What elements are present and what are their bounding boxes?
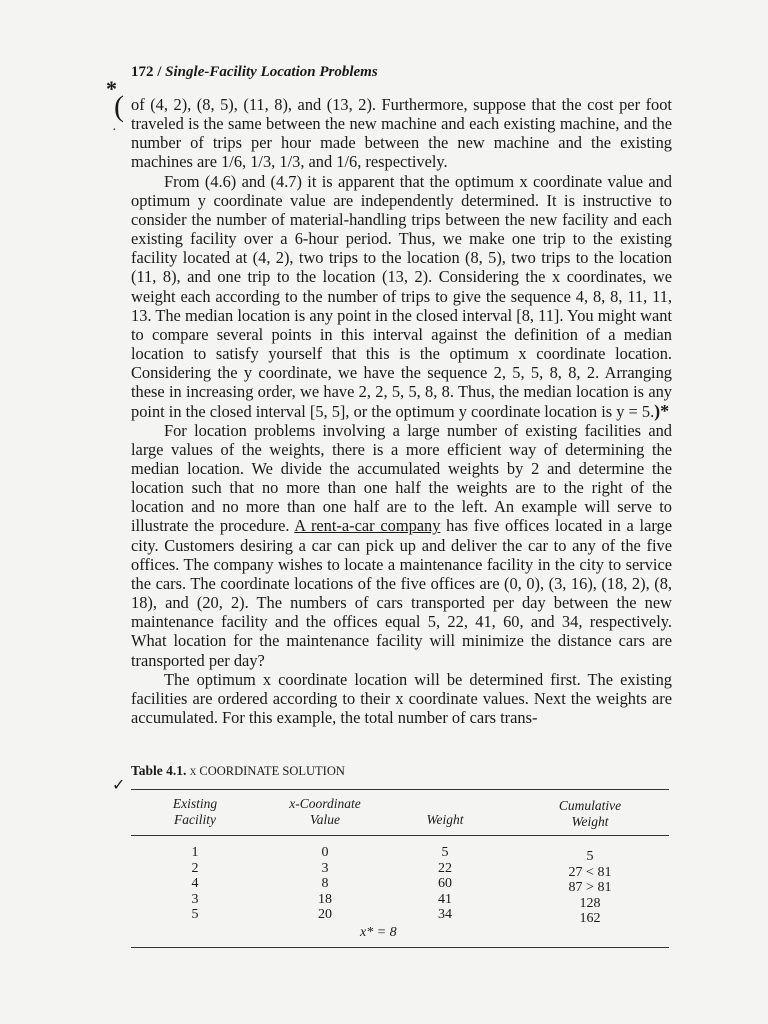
cell-facility: 1 bbox=[191, 845, 199, 860]
header-line: Value bbox=[310, 812, 340, 827]
paragraph-2 bbox=[131, 172, 672, 421]
paragraph-2-text: From (4.6) and (4.7) it is apparent that the optimum x coordinate value and optimum y coordinate value are independently determined. It is instructive to consider the number of material-handling trips between the new facility and each existing facility over a 6-hour period. Thus, we make one trip to the existing facility located at (4, 2), two trips to the location (8, 5), two trips to the location (11, 8), and one trip to the location (13, 2). Considering the x coordinates, we weight each according to the number of trips to give the sequence 4, 8, 8, 11, 11, 13. The median location is any point in the closed interval [8, 11]. You might want to compare several points in this interval against the definition of a median location to satisfy yourself that this is the optimum x coordinate location. Considering the y coordinate, we have the sequence 2, 5, 5, 8, 8, 2. Arranging these in increasing order, we have 2, 2, 5, 5, 8, 8. Thus, the median location is any point in the closed interval [5, 5], or the optimum y coordinate location is y = 5. bbox=[131, 171, 672, 421]
cell-x-value: 3 bbox=[321, 860, 329, 876]
paragraph-3-text: For location problems involving a large number of existing facilities and large values of the weights, there is a more efficient way of determining the median location. We divide the accumulated weights by 2 and determine the location such that no more than one half the weights are to the right of the location and no more than one half are to the left. An example will serve to illustrate the procedure. bbox=[131, 420, 672, 536]
handwritten-inline-star-mark: )* bbox=[654, 400, 670, 421]
underlined-phrase: A rent-a-car company bbox=[294, 516, 441, 536]
table-caption bbox=[131, 763, 345, 779]
cell-x-value: 18 bbox=[318, 891, 332, 907]
running-header bbox=[131, 64, 378, 81]
cell-weight: 5 bbox=[441, 845, 449, 860]
running-title: Single-Facility Location Problems bbox=[165, 64, 378, 80]
cell-x-value: 0 bbox=[321, 845, 329, 860]
cell-cumulative-weight: 27 < 81 bbox=[568, 864, 612, 880]
header-weight: Weight bbox=[426, 812, 464, 827]
cell-cumulative-weight: 162 bbox=[579, 911, 601, 926]
table-top-rule bbox=[131, 789, 669, 790]
header-line: Facility bbox=[174, 812, 216, 827]
handwritten-star-mark: * bbox=[106, 76, 117, 101]
cell-weight: 41 bbox=[438, 891, 452, 907]
cell-cumulative-weight: 128 bbox=[579, 895, 601, 911]
cell-facility: 3 bbox=[191, 891, 199, 907]
cell-facility: 5 bbox=[191, 907, 199, 922]
header-existing-facility bbox=[150, 796, 240, 828]
table-bottom-rule bbox=[131, 947, 669, 948]
cell-x-value: 8 bbox=[321, 876, 329, 891]
cell-facility: 2 bbox=[191, 860, 199, 876]
header-line: Cumulative bbox=[558, 798, 622, 813]
cell-x-value: 20 bbox=[318, 907, 332, 922]
cell-weight: 34 bbox=[438, 907, 452, 922]
paragraph-3-continued: has five offices located in a large city. Customers desiring a car can pick up and deliver the car to any of the five offices. The company wishes to locate a maintenance facility in the city to service the cars. The coordinate locations of the five offices are (0, 0), (3, 16), (18, 2), (8, 18), and (20, 2). The numbers of cars transported per day between the new maintenance facility and the offices equal 5, 22, 41, 60, and 34, respectively. What location for the maintenance facility will minimize the distance cars are transported per day? bbox=[131, 516, 672, 670]
header-separator: / bbox=[157, 64, 162, 80]
header-x-coordinate bbox=[270, 796, 380, 828]
body-text bbox=[131, 95, 672, 727]
cell-weight: 22 bbox=[438, 860, 452, 876]
table-title: x COORDINATE SOLUTION bbox=[189, 764, 345, 778]
paragraph-3 bbox=[131, 421, 672, 670]
cell-cumulative-weight: 5 bbox=[586, 849, 594, 864]
cell-facility: 4 bbox=[191, 876, 199, 891]
header-line: Weight bbox=[571, 814, 609, 829]
margin-dot-mark: · bbox=[112, 123, 117, 138]
paragraph-4: The optimum x coordinate location will be determined first. The existing facilities are ordered according to their x coordinate values. Next the weights are accumulated. For this example, the total number of cars trans- bbox=[131, 669, 672, 727]
table-label: Table 4.1. bbox=[131, 763, 187, 778]
handwritten-bracket-mark: ( bbox=[114, 90, 124, 123]
table-header-rule bbox=[131, 835, 669, 836]
header-line: Existing bbox=[172, 796, 218, 811]
handwritten-check-mark: ✓ bbox=[112, 777, 126, 794]
header-cumulative-weight bbox=[535, 798, 645, 830]
cell-weight: 60 bbox=[438, 876, 452, 891]
page-number: 172 bbox=[131, 64, 154, 80]
table-result: x* = 8 bbox=[360, 925, 397, 940]
paragraph-1: of (4, 2), (8, 5), (11, 8), and (13, 2). Furthermore, suppose that the cost per foot traveled is the same between the new machine and each existing machine, and the number of trips per hour made between the new machine and the existing machines are 1/6, 1/3, 1/3, and 1/6, respectively. bbox=[131, 95, 672, 172]
header-line: x-Coordinate bbox=[289, 796, 361, 811]
cell-cumulative-weight: 87 > 81 bbox=[568, 880, 612, 895]
